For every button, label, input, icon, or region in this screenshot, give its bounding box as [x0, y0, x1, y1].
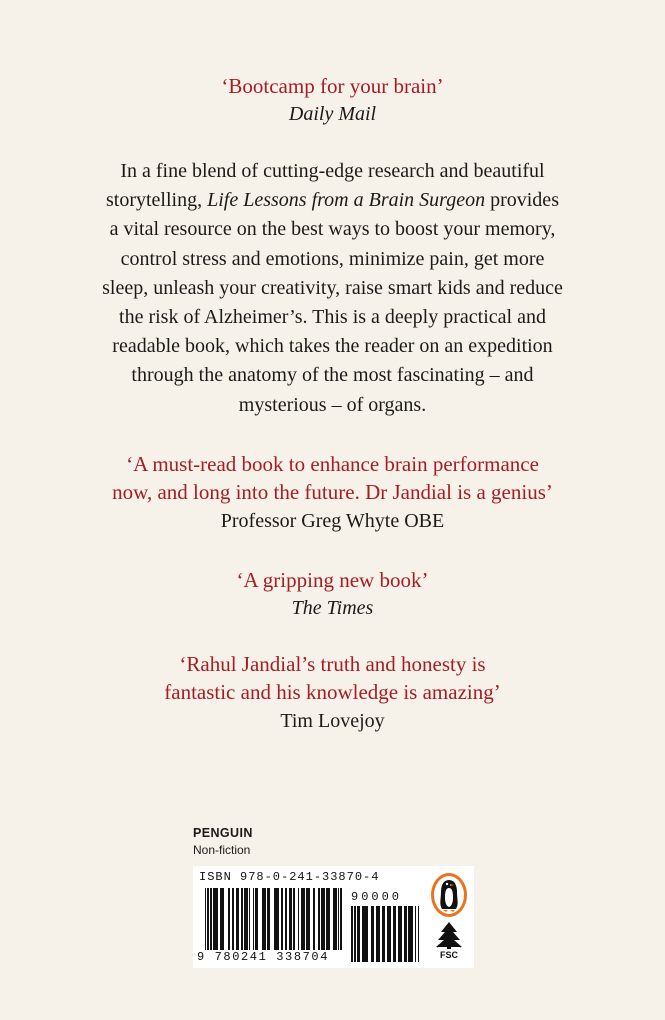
isbn-label: ISBN 978-0-241-33870-4: [199, 870, 380, 884]
quote-source: Professor Greg Whyte OBE: [220, 510, 445, 532]
quote-block-daily-mail: [0, 72, 665, 127]
publisher-name: PENGUIN: [193, 826, 253, 840]
book-category: Non-fiction: [193, 843, 251, 857]
blurb-line: mysterious – of organs.: [238, 393, 427, 416]
blurb-line: [0, 186, 665, 215]
quote-block-tim-lovejoy: [0, 650, 665, 734]
quote-text: now, and long into the future. Dr Jandial is a genius’: [112, 480, 553, 504]
book-blurb: [0, 157, 665, 420]
ean-digits: 9 780241 338704: [197, 950, 330, 964]
publisher-block: [193, 825, 253, 859]
logo-column: [427, 870, 471, 966]
blurb-line: a vital resource on the best ways to boost your memory,: [109, 218, 556, 241]
quote-block-the-times: [0, 566, 665, 621]
quote-source: Daily Mail: [288, 103, 377, 125]
fsc-tree-icon: [431, 920, 467, 950]
book-title: Life Lessons from a Brain Surgeon: [207, 189, 486, 212]
quote-source: The Times: [291, 597, 374, 619]
blurb-line: the risk of Alzheimer’s. This is a deeply practical and: [119, 306, 546, 329]
price-addon-digits: 90000: [351, 890, 403, 904]
quote-text: ‘Rahul Jandial’s truth and honesty is: [179, 652, 486, 676]
blurb-text: storytelling,: [106, 189, 208, 212]
blurb-line: readable book, which takes the reader on an expedition: [112, 335, 553, 358]
penguin-logo-icon: [429, 872, 469, 918]
blurb-line: through the anatomy of the most fascinating – and: [131, 364, 534, 387]
barcode-bar: [419, 906, 421, 962]
ean-barcode: [205, 888, 343, 950]
blurb-line: In a fine blend of cutting-edge research and beautiful: [120, 160, 545, 182]
blurb-line: control stress and emotions, minimize pain, get more: [120, 247, 545, 270]
quote-source: Tim Lovejoy: [280, 710, 385, 732]
fsc-label: FSC: [440, 950, 458, 960]
quote-block-greg-whyte: [0, 450, 665, 534]
price-addon-barcode: [351, 906, 421, 962]
quote-text: ‘A must-read book to enhance brain performance: [126, 452, 539, 476]
blurb-text: provides: [485, 189, 559, 212]
quote-text: ‘A gripping new book’: [236, 568, 429, 592]
quote-text: fantastic and his knowledge is amazing’: [164, 680, 501, 704]
barcode-bar: [342, 888, 343, 950]
barcode-panel: [193, 866, 474, 968]
quote-text: ‘Bootcamp for your brain’: [221, 74, 444, 98]
blurb-line: sleep, unleash your creativity, raise smart kids and reduce: [102, 276, 563, 299]
